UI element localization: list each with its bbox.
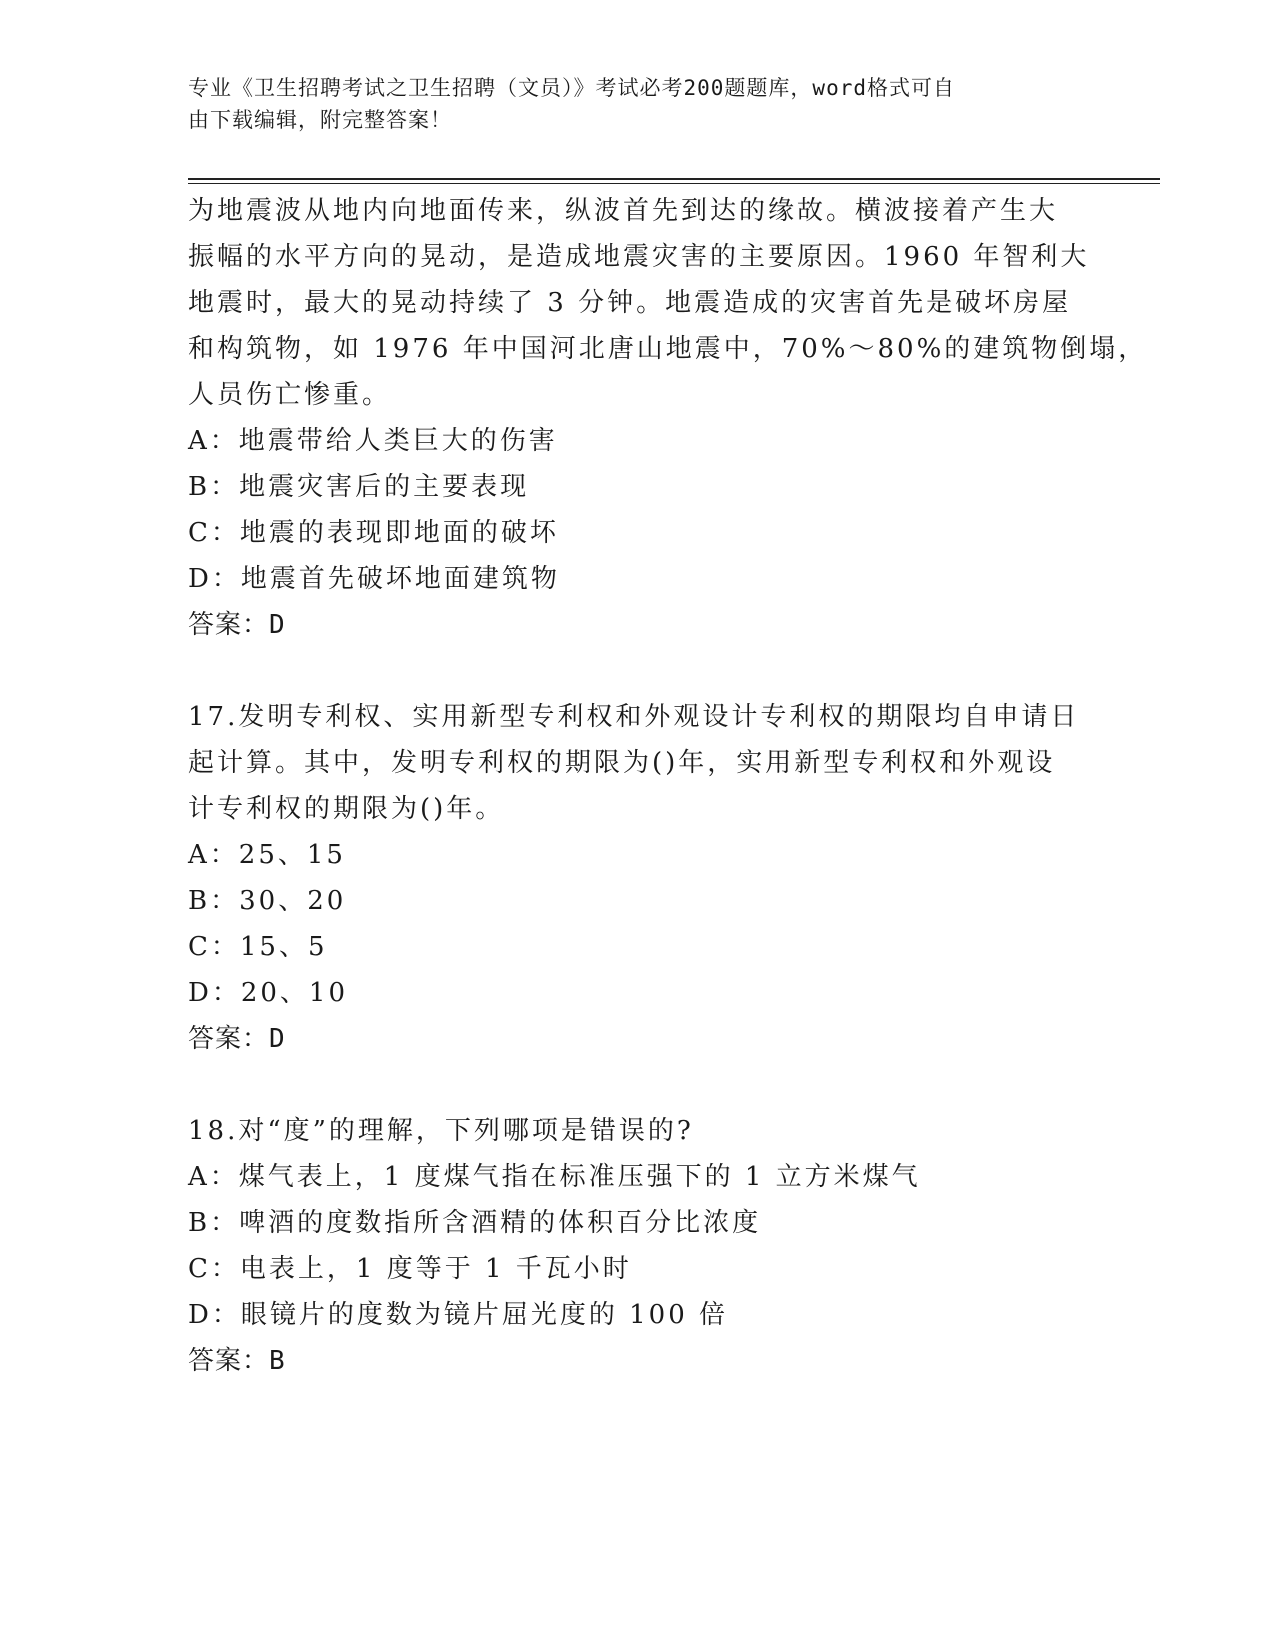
answer-line: 答案：B xyxy=(188,1346,286,1376)
document-header xyxy=(188,72,1068,136)
question-text-line: 起计算。其中，发明专利权的期限为()年，实用新型专利权和外观设 xyxy=(188,748,1056,778)
question-17 xyxy=(188,694,1088,1062)
question-spacer xyxy=(188,648,1088,694)
option-a: A：地震带给人类巨大的伤害 xyxy=(188,426,558,456)
question-18 xyxy=(188,1108,1088,1384)
option-c: C：15、5 xyxy=(188,932,328,962)
option-d: D：地震首先破坏地面建筑物 xyxy=(188,564,560,594)
answer-line: 答案：D xyxy=(188,610,286,640)
question-text-line: 为地震波从地内向地面传来，纵波首先到达的缘故。横波接着产生大 xyxy=(188,196,1059,226)
answer-line: 答案：D xyxy=(188,1024,286,1054)
question-spacer xyxy=(188,1062,1088,1108)
header-rule-thin xyxy=(188,183,1160,184)
question-16 xyxy=(188,188,1148,648)
option-b: B：地震灾害后的主要表现 xyxy=(188,472,530,502)
header-line-2: 由下载编辑，附完整答案！ xyxy=(188,108,452,132)
question-text-line: 地震时，最大的晃动持续了 3 分钟。地震造成的灾害首先是破坏房屋 xyxy=(188,288,1072,318)
question-text-line: 和构筑物，如 1976 年中国河北唐山地震中，70%～80%的建筑物倒塌， xyxy=(188,334,1148,364)
document-body xyxy=(188,188,1148,1384)
question-text-line: 17.发明专利权、实用新型专利权和外观设计专利权的期限均自申请日 xyxy=(188,702,1080,732)
header-rule-thick xyxy=(188,178,1160,180)
option-b: B：30、20 xyxy=(188,886,347,916)
question-text-line: 振幅的水平方向的晃动，是造成地震灾害的主要原因。1960 年智利大 xyxy=(188,242,1090,272)
option-c: C：地震的表现即地面的破坏 xyxy=(188,518,559,548)
header-line-1: 专业《卫生招聘考试之卫生招聘（文员）》考试必考200题题库，word格式可自 xyxy=(188,76,955,100)
question-text-line: 18.对“度”的理解，下列哪项是错误的? xyxy=(188,1116,694,1146)
option-d: D：眼镜片的度数为镜片屈光度的 100 倍 xyxy=(188,1300,729,1330)
question-text-line: 计专利权的期限为()年。 xyxy=(188,794,505,824)
option-b: B：啤酒的度数指所含酒精的体积百分比浓度 xyxy=(188,1208,762,1238)
option-a: A：煤气表上，1 度煤气指在标准压强下的 1 立方米煤气 xyxy=(188,1162,921,1192)
option-a: A：25、15 xyxy=(188,840,346,870)
question-text-line: 人员伤亡惨重。 xyxy=(188,380,392,410)
option-c: C：电表上，1 度等于 1 千瓦小时 xyxy=(188,1254,632,1284)
option-d: D：20、10 xyxy=(188,978,349,1008)
